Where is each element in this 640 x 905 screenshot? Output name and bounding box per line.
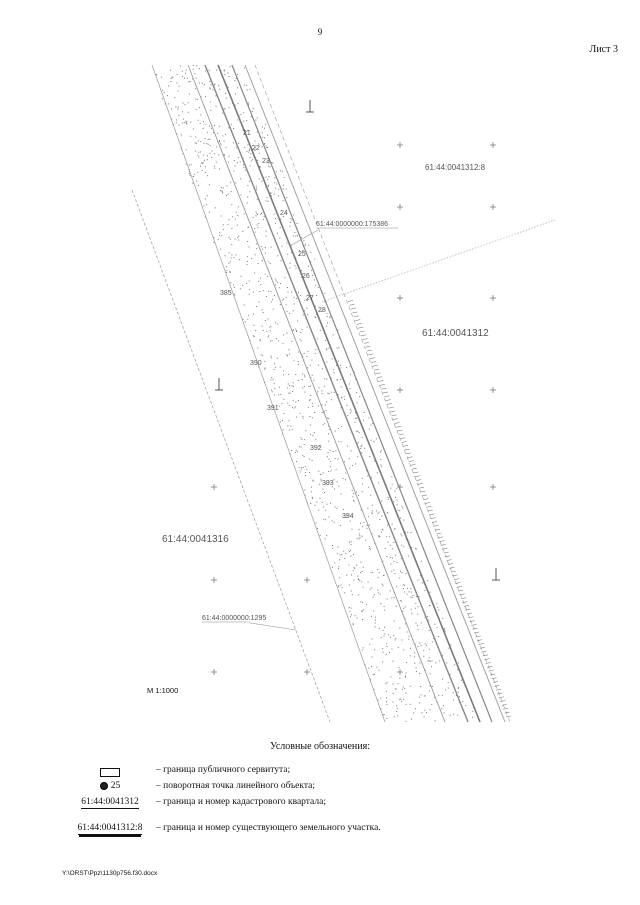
survey-cross-icon bbox=[211, 484, 217, 490]
parcel-label: 61:44:0000000:175386 bbox=[316, 221, 389, 228]
legend-symbol-label: 25 bbox=[110, 781, 121, 791]
survey-cross-icon bbox=[490, 142, 496, 148]
legend-text: – граница публичного сервитута; bbox=[156, 765, 291, 775]
survey-cross-icon bbox=[304, 669, 310, 675]
point-label: 23 bbox=[262, 158, 270, 165]
north-marker-icons bbox=[215, 100, 500, 580]
survey-cross-icon bbox=[397, 204, 403, 210]
sheet-label: Лист 3 bbox=[589, 44, 618, 55]
survey-cross-icon bbox=[211, 577, 217, 583]
point-label: 22 bbox=[252, 145, 260, 152]
parcel-label: 61:44:0000000:1295 bbox=[202, 615, 267, 622]
point-label: 394 bbox=[342, 513, 354, 520]
servitude-boundary-icon bbox=[100, 768, 120, 777]
point-label: 27 bbox=[306, 295, 314, 302]
survey-cross-icon bbox=[211, 669, 217, 675]
map-drawing bbox=[0, 60, 640, 725]
file-path: Y:\ORST\Ppz\1130p756.f30.docx bbox=[62, 870, 158, 877]
survey-cross-icon bbox=[397, 295, 403, 301]
legend-text: – граница и номер существующего земельного участка. bbox=[156, 823, 381, 833]
leader-line-quarter bbox=[322, 220, 555, 302]
leader-line-1295 bbox=[250, 623, 296, 630]
point-label: 390 bbox=[250, 360, 262, 367]
survey-cross-icon bbox=[397, 669, 403, 675]
survey-cross-icon bbox=[490, 484, 496, 490]
survey-cross-icon bbox=[397, 142, 403, 148]
survey-cross-icon bbox=[490, 295, 496, 301]
survey-cross-icon bbox=[304, 577, 310, 583]
legend-text: – поворотная точка линейного объекта; bbox=[156, 781, 315, 791]
turning-point-icon bbox=[100, 782, 108, 790]
parcel-label: 61:44:0041316 bbox=[162, 534, 229, 545]
point-label: 21 bbox=[243, 130, 251, 137]
road-edge-west bbox=[188, 65, 445, 722]
point-label: 385 bbox=[220, 290, 232, 297]
point-label: 25 bbox=[298, 251, 306, 258]
point-label: 28 bbox=[318, 307, 326, 314]
point-label: 393 bbox=[322, 480, 334, 487]
point-label: 392 bbox=[310, 445, 322, 452]
legend-symbol-label: 61:44:0041312 bbox=[81, 797, 139, 807]
legend-text: – граница и номер кадастрового квартала; bbox=[156, 797, 326, 807]
page-number: 9 bbox=[317, 27, 323, 37]
map-scale: М 1:1000 bbox=[147, 686, 179, 695]
point-label: 24 bbox=[280, 210, 288, 217]
legend-title: Условные обозначения: bbox=[269, 741, 370, 752]
point-label: 391 bbox=[267, 405, 279, 412]
parcel-label: 61:44:0041312:8 bbox=[425, 163, 486, 172]
survey-cross-icon bbox=[490, 387, 496, 393]
survey-cross-icon bbox=[490, 204, 496, 210]
parcel-label: 61:44:0041312 bbox=[422, 328, 489, 339]
point-label: 26 bbox=[302, 273, 310, 280]
legend-symbol-label: 61:44:0041312:8 bbox=[77, 823, 143, 833]
survey-cross-icon bbox=[397, 387, 403, 393]
